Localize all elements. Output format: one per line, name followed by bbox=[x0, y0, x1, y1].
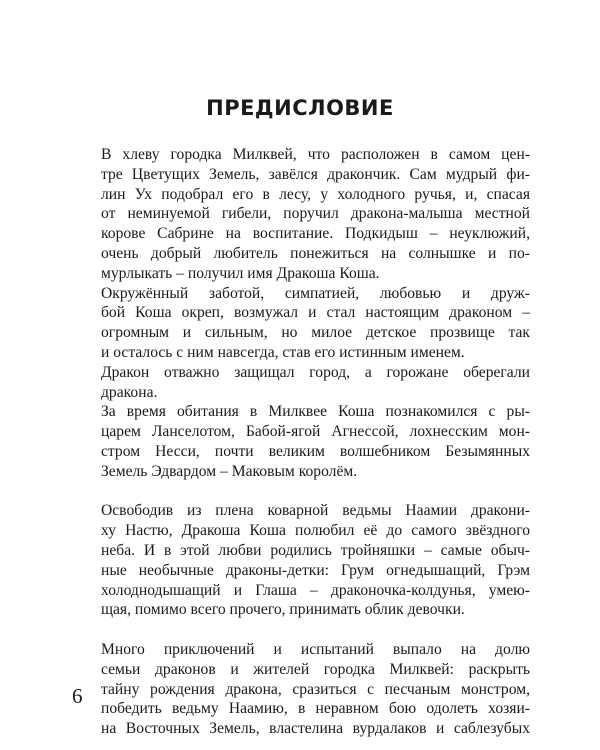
text-line: щая, помимо всего прочего, принимать облик девочки. bbox=[101, 601, 465, 619]
page-title: ПРЕДИСЛОВИЕ bbox=[206, 96, 394, 120]
paragraph-2 bbox=[78, 284, 530, 363]
text-line: царем Ланселотом, Бабой-ягой Агнессой, лохнесским мон- bbox=[101, 423, 530, 441]
text-line: холоднодышащий и Глаша – драконочка-колдунья, умею- bbox=[101, 581, 530, 599]
text-line: стром Несси, почти великим волшебником Безымянных bbox=[101, 442, 530, 460]
paragraph-5 bbox=[78, 501, 530, 620]
text-line: тре Цветущих Земель, завёлся дракончик. Сам мудрый фи- bbox=[101, 165, 530, 183]
paragraph-4 bbox=[78, 402, 530, 481]
text-line: корове Сабрине на воспитание. Подкидыш – неуклюжий, bbox=[101, 225, 530, 243]
text-line: Земель Эдвардом – Маковым королём. bbox=[101, 462, 358, 480]
paragraph-3 bbox=[78, 363, 530, 403]
text-line: победить ведьму Наамию, в неравном бою одолеть хозяи- bbox=[101, 700, 530, 718]
text-line: огромным и сильным, но милое детское прозвище так bbox=[101, 324, 530, 342]
text-line: дракона. bbox=[101, 383, 158, 401]
text-line: бой Коша окреп, возмужал и стал настоящим драконом – bbox=[101, 304, 530, 322]
paragraph-6 bbox=[78, 640, 530, 739]
paragraph-1 bbox=[78, 145, 530, 284]
text-line: Много приключений и испытаний выпало на долю bbox=[101, 640, 530, 658]
text-line: и осталось с ним навсегда, став его истинным именем. bbox=[101, 343, 465, 361]
text-line: на Восточных Земель, властелина вурдалаков и саблезубых bbox=[101, 720, 530, 738]
text-line: Дракон отважно защищал город, а горожане оберегали bbox=[101, 363, 530, 381]
text-line: тайну рождения дракона, сразиться с песчаным монстром, bbox=[101, 680, 530, 698]
text-line: В хлеву городка Милквей, что расположен в самом цен- bbox=[101, 146, 530, 163]
text-line: ху Настю, Дракоша Коша полюбил её до самого звёздного bbox=[101, 522, 530, 540]
text-line: Освободив из плена коварной ведьмы Наамии дракони- bbox=[101, 502, 530, 520]
text-line: Окружённый заботой, симпатией, любовью и друж- bbox=[101, 284, 530, 302]
text-line: мурлыкать – получил имя Дракоша Коша. bbox=[101, 264, 380, 282]
text-line: семьи драконов и жителей городка Милквей: раскрыть bbox=[101, 660, 530, 678]
text-line: За время обитания в Милквее Коша познакомился с ры- bbox=[101, 403, 530, 421]
text-line: очень добрый любитель понежиться на солнышке и по- bbox=[101, 244, 530, 262]
text-line: от неминуемой гибели, поручил дракона-малыша местной bbox=[101, 205, 530, 223]
body-text bbox=[78, 145, 530, 739]
text-line: неба. И в этой любви родились тройняшки – самые обыч- bbox=[101, 541, 530, 559]
page-number: 6 bbox=[72, 684, 83, 708]
text-line: ные необычные драконы-детки: Грум огнедышащий, Грэм bbox=[101, 561, 530, 579]
text-line: лин Ух подобрал его в лесу, у холодного ручья, и, спасая bbox=[101, 185, 530, 203]
